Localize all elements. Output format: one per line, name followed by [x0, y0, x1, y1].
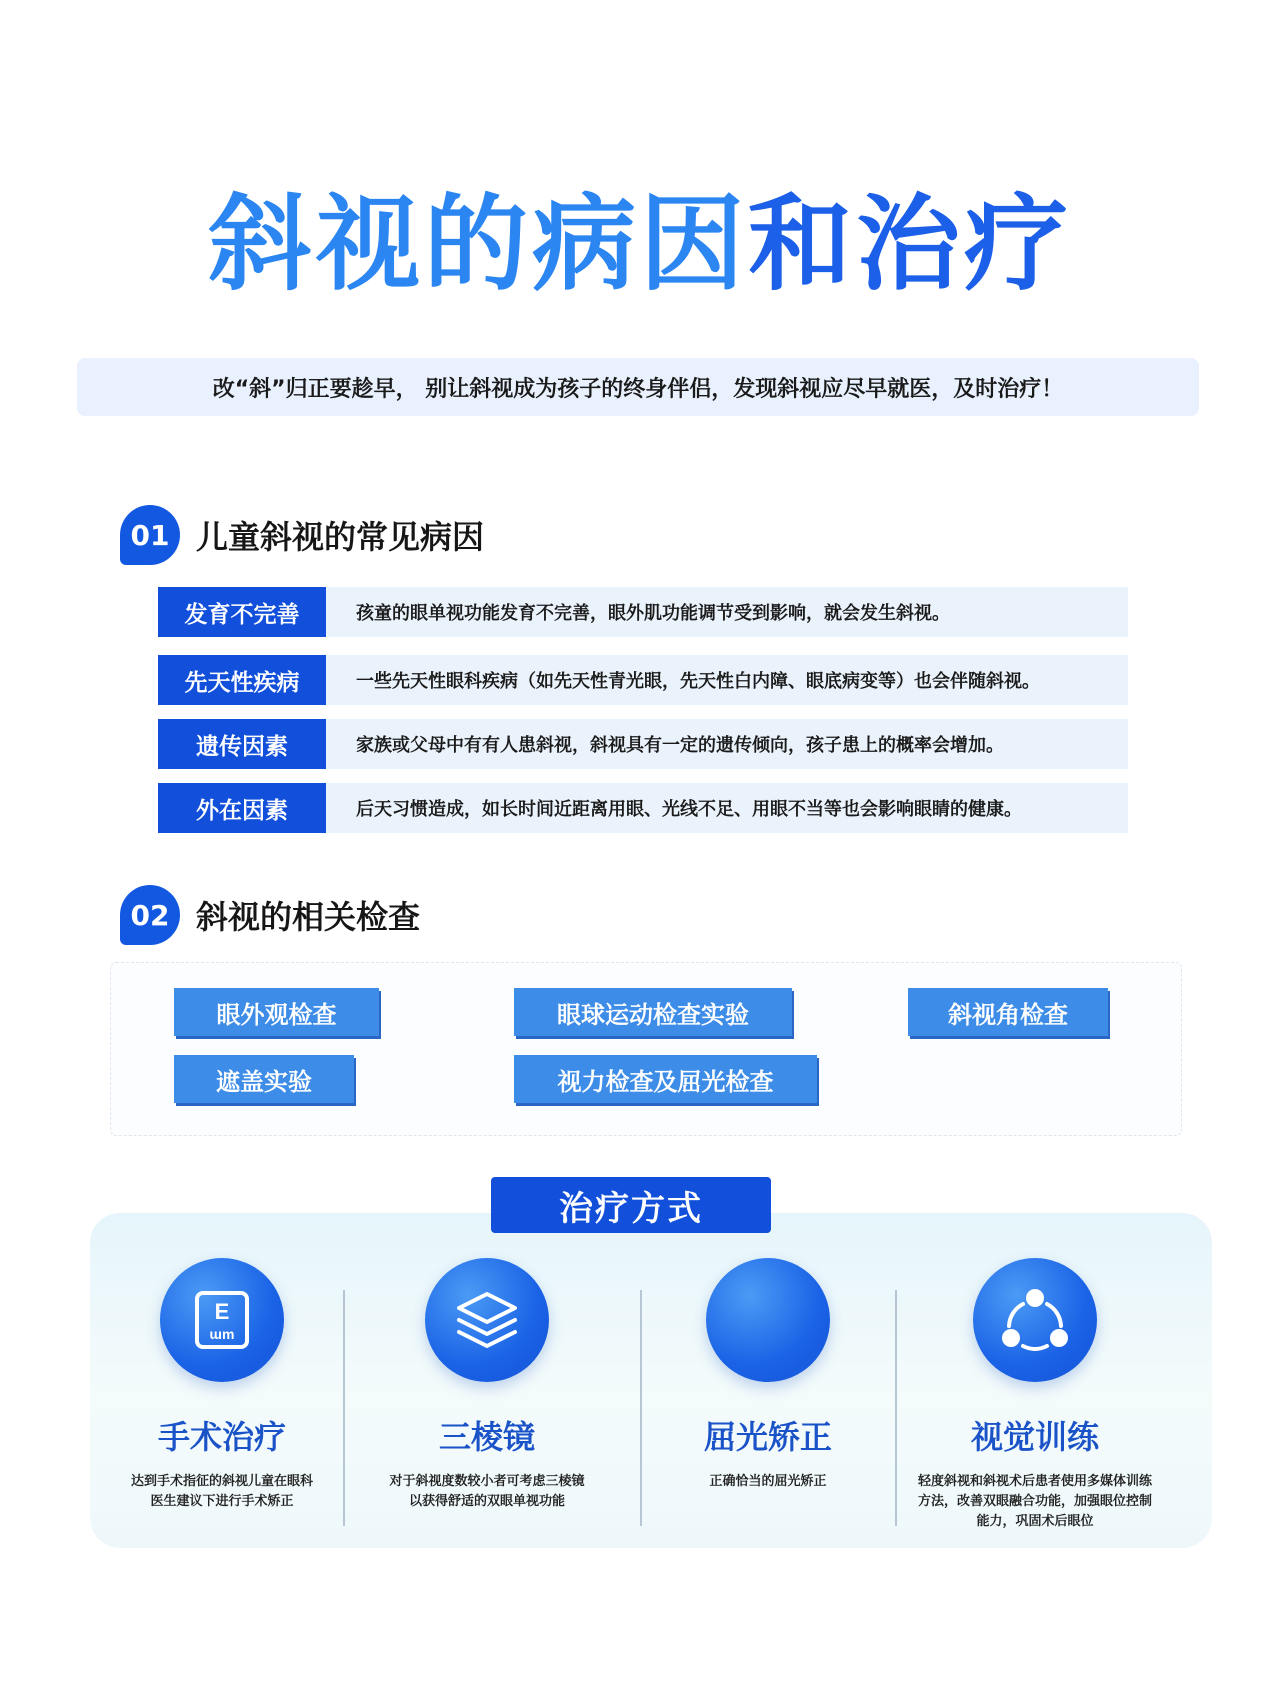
treatment-desc-line: 达到手术指征的斜视儿童在眼科: [130, 1474, 313, 1489]
section1-title: 儿童斜视的常见病因: [196, 518, 485, 556]
cause-row: [158, 587, 1128, 637]
treatment-name: 视觉训练: [970, 1418, 1099, 1456]
cause-tag: 发育不完善: [158, 587, 326, 637]
divider: [895, 1290, 897, 1526]
treatment-desc-line: 以获得舒适的双眼单视功能: [408, 1494, 565, 1509]
section2-title: 斜视的相关检查: [196, 898, 421, 936]
subtitle-banner: 改“斜”归正要趁早， 别让斜视成为孩子的终身伴侣，发现斜视应尽早就医，及时治疗！: [77, 358, 1199, 416]
exam-tag: 遮盖实验: [174, 1055, 354, 1103]
treatment-title: 治疗方式: [491, 1177, 771, 1233]
cause-tag: 遗传因素: [158, 719, 326, 769]
cause-tag: 先天性疾病: [158, 655, 326, 705]
cause-desc: 孩童的眼单视功能发育不完善，眼外肌功能调节受到影响，就会发生斜视。: [326, 587, 1128, 637]
treatment-item-vision-training: [905, 1258, 1165, 1532]
layers-icon: [425, 1258, 549, 1382]
section2-number-badge: 02: [120, 885, 180, 945]
section1-header: [120, 500, 484, 570]
treatment-desc-line: 方法，改善双眼融合功能，加强眼位控制: [917, 1494, 1152, 1509]
treatment-desc-line: 对于斜视度数较小者可考虑三棱镜: [389, 1474, 585, 1489]
share-network-icon: [973, 1258, 1097, 1382]
treatment-name: 三棱镜: [438, 1418, 535, 1456]
cause-desc: 家族或父母中有有人患斜视，斜视具有一定的遗传倾向，孩子患上的概率会增加。: [326, 719, 1128, 769]
treatment-desc-line: 能力，巩固术后眼位: [976, 1514, 1094, 1529]
blank-circle-icon: [706, 1258, 830, 1382]
treatment-item-surgery: [97, 1258, 347, 1512]
section1-number-badge: 01: [120, 505, 180, 565]
page-title-part2: 和治疗: [748, 183, 1073, 305]
cause-desc: 后天习惯造成，如长时间近距离用眼、光线不足、用眼不当等也会影响眼睛的健康。: [326, 783, 1128, 833]
svg-text:E: E: [214, 1299, 230, 1324]
page-title-part1: 斜视的病因: [207, 183, 748, 305]
treatment-desc-line: 轻度斜视和斜视术后患者使用多媒体训练: [917, 1474, 1152, 1489]
cause-row: [158, 783, 1128, 833]
treatment-item-prism: [362, 1258, 612, 1512]
treatment-item-refraction: [643, 1258, 893, 1492]
treatment-name: 屈光矫正: [703, 1418, 832, 1456]
svg-text:ɯm: ɯm: [209, 1326, 235, 1342]
treatment-name: 手术治疗: [157, 1418, 286, 1456]
treatment-desc: [389, 1472, 584, 1512]
treatment-desc-line: 正确恰当的屈光矫正: [709, 1474, 827, 1489]
cause-row: [158, 719, 1128, 769]
exam-tag: 斜视角检查: [908, 988, 1108, 1036]
page-title: [0, 160, 1280, 310]
cause-desc: 一些先天性眼科疾病（如先天性青光眼，先天性白内障、眼底病变等）也会伴随斜视。: [326, 655, 1128, 705]
cause-tag: 外在因素: [158, 783, 326, 833]
exam-tag: 眼外观检查: [174, 988, 379, 1036]
divider: [640, 1290, 642, 1526]
section2-header: [120, 880, 420, 950]
treatment-desc: [918, 1472, 1152, 1532]
exam-tag: 视力检查及屈光检查: [514, 1055, 817, 1103]
cause-row: [158, 655, 1128, 705]
treatment-desc-line: 医生建议下进行手术矫正: [150, 1494, 294, 1509]
treatment-desc: [709, 1472, 826, 1492]
treatment-desc: [131, 1472, 313, 1512]
exam-tag: 眼球运动检查实验: [514, 988, 792, 1036]
eye-chart-icon: [160, 1258, 284, 1382]
